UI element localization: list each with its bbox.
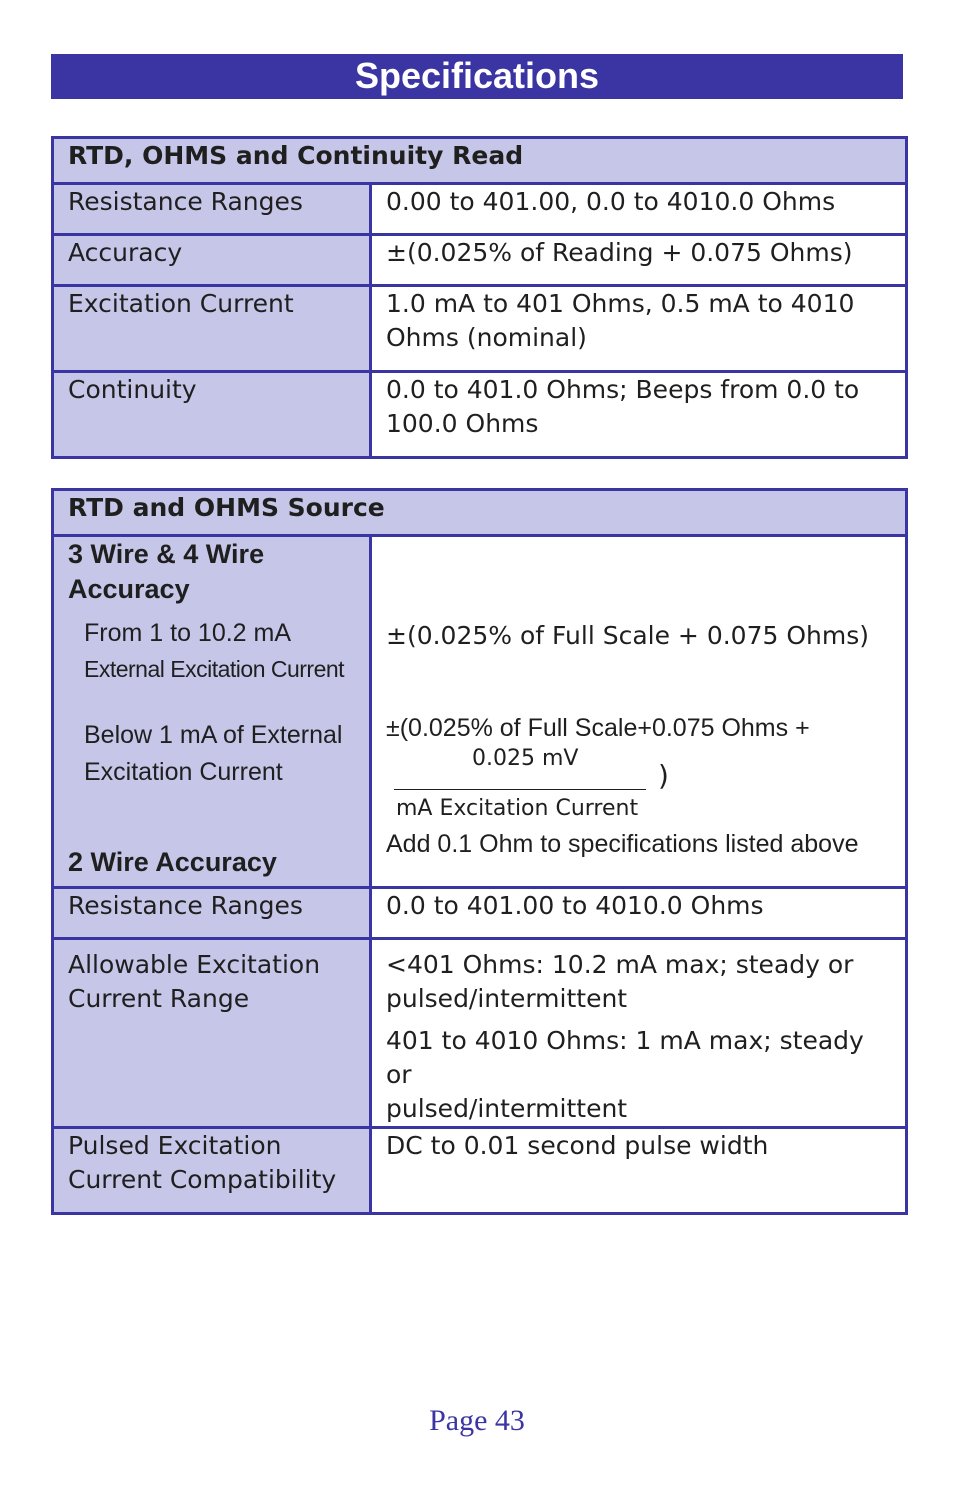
accuracy-heading: 3 Wire & 4 Wire: [68, 539, 265, 569]
fraction-bar: [394, 789, 646, 790]
table-row: [53, 939, 907, 1128]
table-row: [53, 372, 907, 458]
row-value: 0.00 to 401.00, 0.0 to 4010.0 Ohms: [371, 184, 907, 235]
value-line: Ohms (nominal): [386, 323, 587, 352]
row-value: 0.0 to 401.00 to 4010.0 Ohms: [371, 888, 907, 939]
sub-label: Excitation Current: [84, 758, 283, 786]
value-line: <401 Ohms: 10.2 mA max; steady or: [386, 950, 854, 979]
table-row: [53, 888, 907, 939]
closing-paren: ): [658, 759, 669, 792]
accuracy-value-cell: [371, 536, 907, 888]
row-label: Continuity: [53, 372, 371, 458]
table-header: RTD, OHMS and Continuity Read: [53, 138, 907, 184]
two-wire-accuracy-value: Add 0.1 Ohm to specifications listed above: [386, 830, 859, 858]
row-label: Resistance Ranges: [53, 888, 371, 939]
accuracy-label-cell: [53, 536, 371, 888]
accuracy-heading: Accuracy: [68, 574, 190, 604]
label-line: Current Range: [68, 984, 250, 1013]
value-line: 100.0 Ohms: [386, 409, 539, 438]
row-value: ±(0.025% of Reading + 0.075 Ohms): [371, 235, 907, 286]
row-value: DC to 0.01 second pulse width: [371, 1128, 907, 1214]
row-value: ±(0.025% of Full Scale+0.075 Ohms +: [386, 714, 810, 742]
page-title: Specifications: [51, 54, 903, 99]
row-label: Excitation Current: [53, 286, 371, 372]
row-label: Resistance Ranges: [53, 184, 371, 235]
two-wire-accuracy-label: 2 Wire Accuracy: [68, 847, 277, 877]
page-number: Page 43: [429, 1404, 525, 1437]
row-label: [53, 939, 371, 1128]
label-line: Allowable Excitation: [68, 950, 321, 979]
label-line: Pulsed Excitation: [68, 1131, 282, 1160]
table-row: [53, 286, 907, 372]
table-row: [53, 1128, 907, 1214]
value-line: 401 to 4010 Ohms: 1 mA max; steady or: [386, 1026, 864, 1089]
row-label: Accuracy: [53, 235, 371, 286]
fraction-numerator: 0.025 mV: [472, 746, 579, 771]
row-value: [371, 939, 907, 1128]
rtd-ohms-continuity-read-table: [51, 136, 908, 459]
row-value: [371, 372, 907, 458]
sub-label: Below 1 mA of External: [84, 721, 343, 749]
table-header: RTD and OHMS Source: [53, 490, 907, 536]
table-row: [53, 235, 907, 286]
value-line: 1.0 mA to 401 Ohms, 0.5 mA to 4010: [386, 289, 855, 318]
row-value: ±(0.025% of Full Scale + 0.075 Ohms): [386, 621, 869, 650]
table-row: [53, 536, 907, 888]
rtd-ohms-source-table: [51, 488, 908, 1215]
value-line: pulsed/intermittent: [386, 984, 628, 1013]
value-line: pulsed/intermittent: [386, 1094, 628, 1123]
row-value: [371, 286, 907, 372]
sub-label: From 1 to 10.2 mA: [84, 619, 292, 647]
label-line: Current Compatibility: [68, 1165, 337, 1194]
fraction: [386, 745, 891, 841]
value-line: 0.0 to 401.0 Ohms; Beeps from 0.0 to: [386, 375, 860, 404]
table-row: [53, 184, 907, 235]
row-label: [53, 1128, 371, 1214]
sub-label: External Excitation Current: [84, 656, 345, 682]
fraction-denominator: mA Excitation Current: [396, 796, 639, 821]
